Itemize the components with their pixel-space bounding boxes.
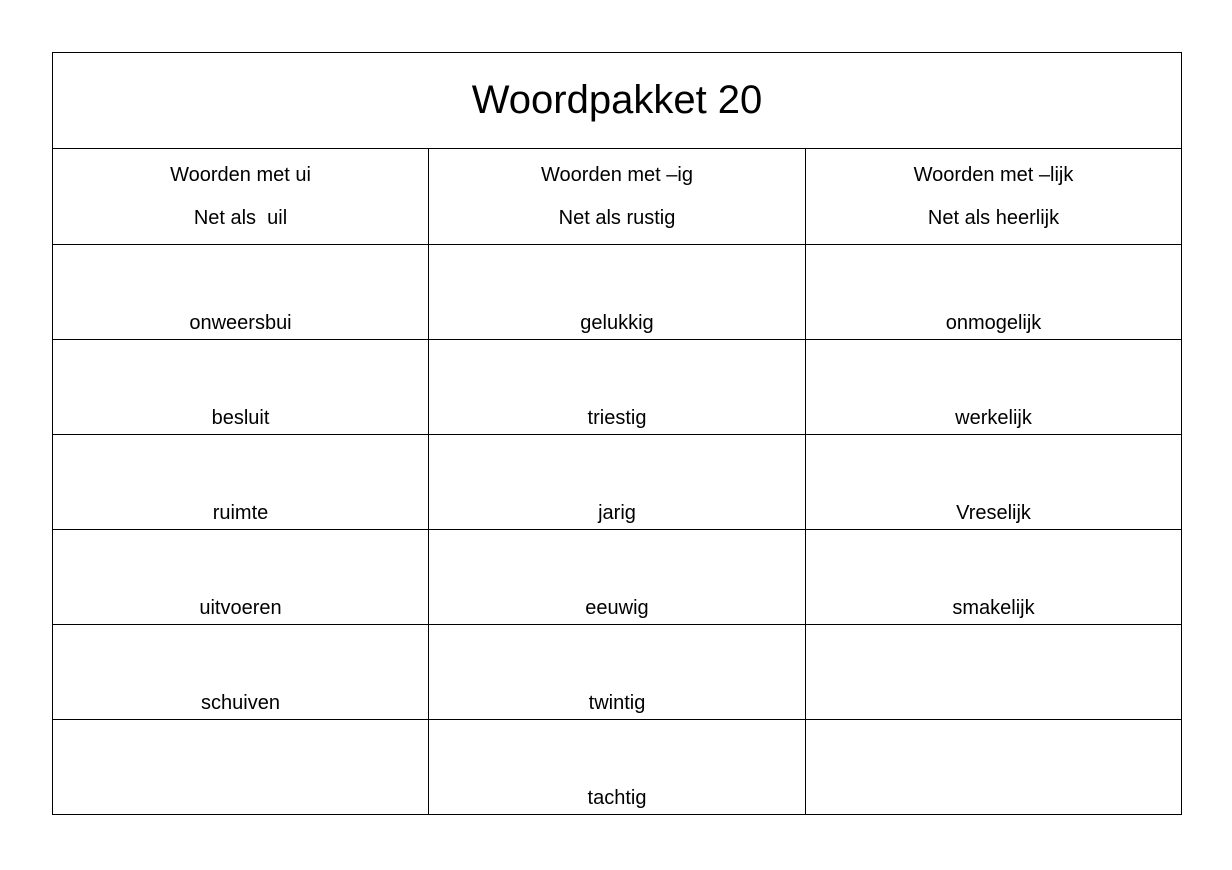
- word-cell: [53, 720, 429, 815]
- table-row: [53, 435, 1182, 530]
- page-title: Woordpakket 20: [471, 78, 763, 122]
- word-cell: [806, 625, 1182, 720]
- table-row: [53, 625, 1182, 720]
- column-heading: Woorden met ui: [170, 163, 311, 186]
- column-header-ig: [429, 149, 806, 245]
- header-row: [53, 149, 1182, 245]
- word-cell: [429, 625, 806, 720]
- word-cell: [429, 245, 806, 340]
- column-header-lijk: [806, 149, 1182, 245]
- word-text: eeuwig: [585, 597, 649, 619]
- title-cell: [53, 53, 1182, 149]
- word-text: werkelijk: [955, 407, 1032, 429]
- column-example: Net als heerlijk: [927, 206, 1060, 229]
- column-example: Net als rustig: [558, 206, 676, 229]
- word-text: onweersbui: [189, 312, 292, 334]
- table-row: [53, 245, 1182, 340]
- table-row: [53, 720, 1182, 815]
- word-cell: [806, 340, 1182, 435]
- word-text: smakelijk: [952, 597, 1035, 619]
- word-package-table: [52, 52, 1182, 815]
- word-cell: [806, 720, 1182, 815]
- word-text: schuiven: [201, 692, 280, 714]
- word-text: triestig: [587, 407, 647, 429]
- word-cell: [53, 625, 429, 720]
- word-cell: [429, 435, 806, 530]
- word-cell: [53, 245, 429, 340]
- column-heading: Woorden met –lijk: [913, 163, 1074, 186]
- word-text: twintig: [588, 692, 646, 714]
- column-heading: Woorden met –ig: [541, 163, 693, 186]
- word-cell: [53, 530, 429, 625]
- word-text: uitvoeren: [199, 597, 282, 619]
- word-text: ruimte: [212, 502, 269, 524]
- word-cell: [806, 435, 1182, 530]
- column-header-ui: [53, 149, 429, 245]
- word-text: onmogelijk: [945, 312, 1042, 334]
- table-row: [53, 340, 1182, 435]
- title-row: [53, 53, 1182, 149]
- word-cell: [429, 720, 806, 815]
- word-text: gelukkig: [580, 312, 654, 334]
- table-row: [53, 530, 1182, 625]
- word-cell: [806, 245, 1182, 340]
- word-cell: [806, 530, 1182, 625]
- word-cell: [53, 340, 429, 435]
- column-example: Net als uil: [193, 206, 288, 229]
- word-cell: [429, 340, 806, 435]
- word-text: besluit: [211, 407, 270, 429]
- word-text: Vreselijk: [956, 502, 1031, 524]
- word-cell: [429, 530, 806, 625]
- word-cell: [53, 435, 429, 530]
- word-text: jarig: [598, 502, 636, 524]
- word-text: tachtig: [587, 787, 647, 809]
